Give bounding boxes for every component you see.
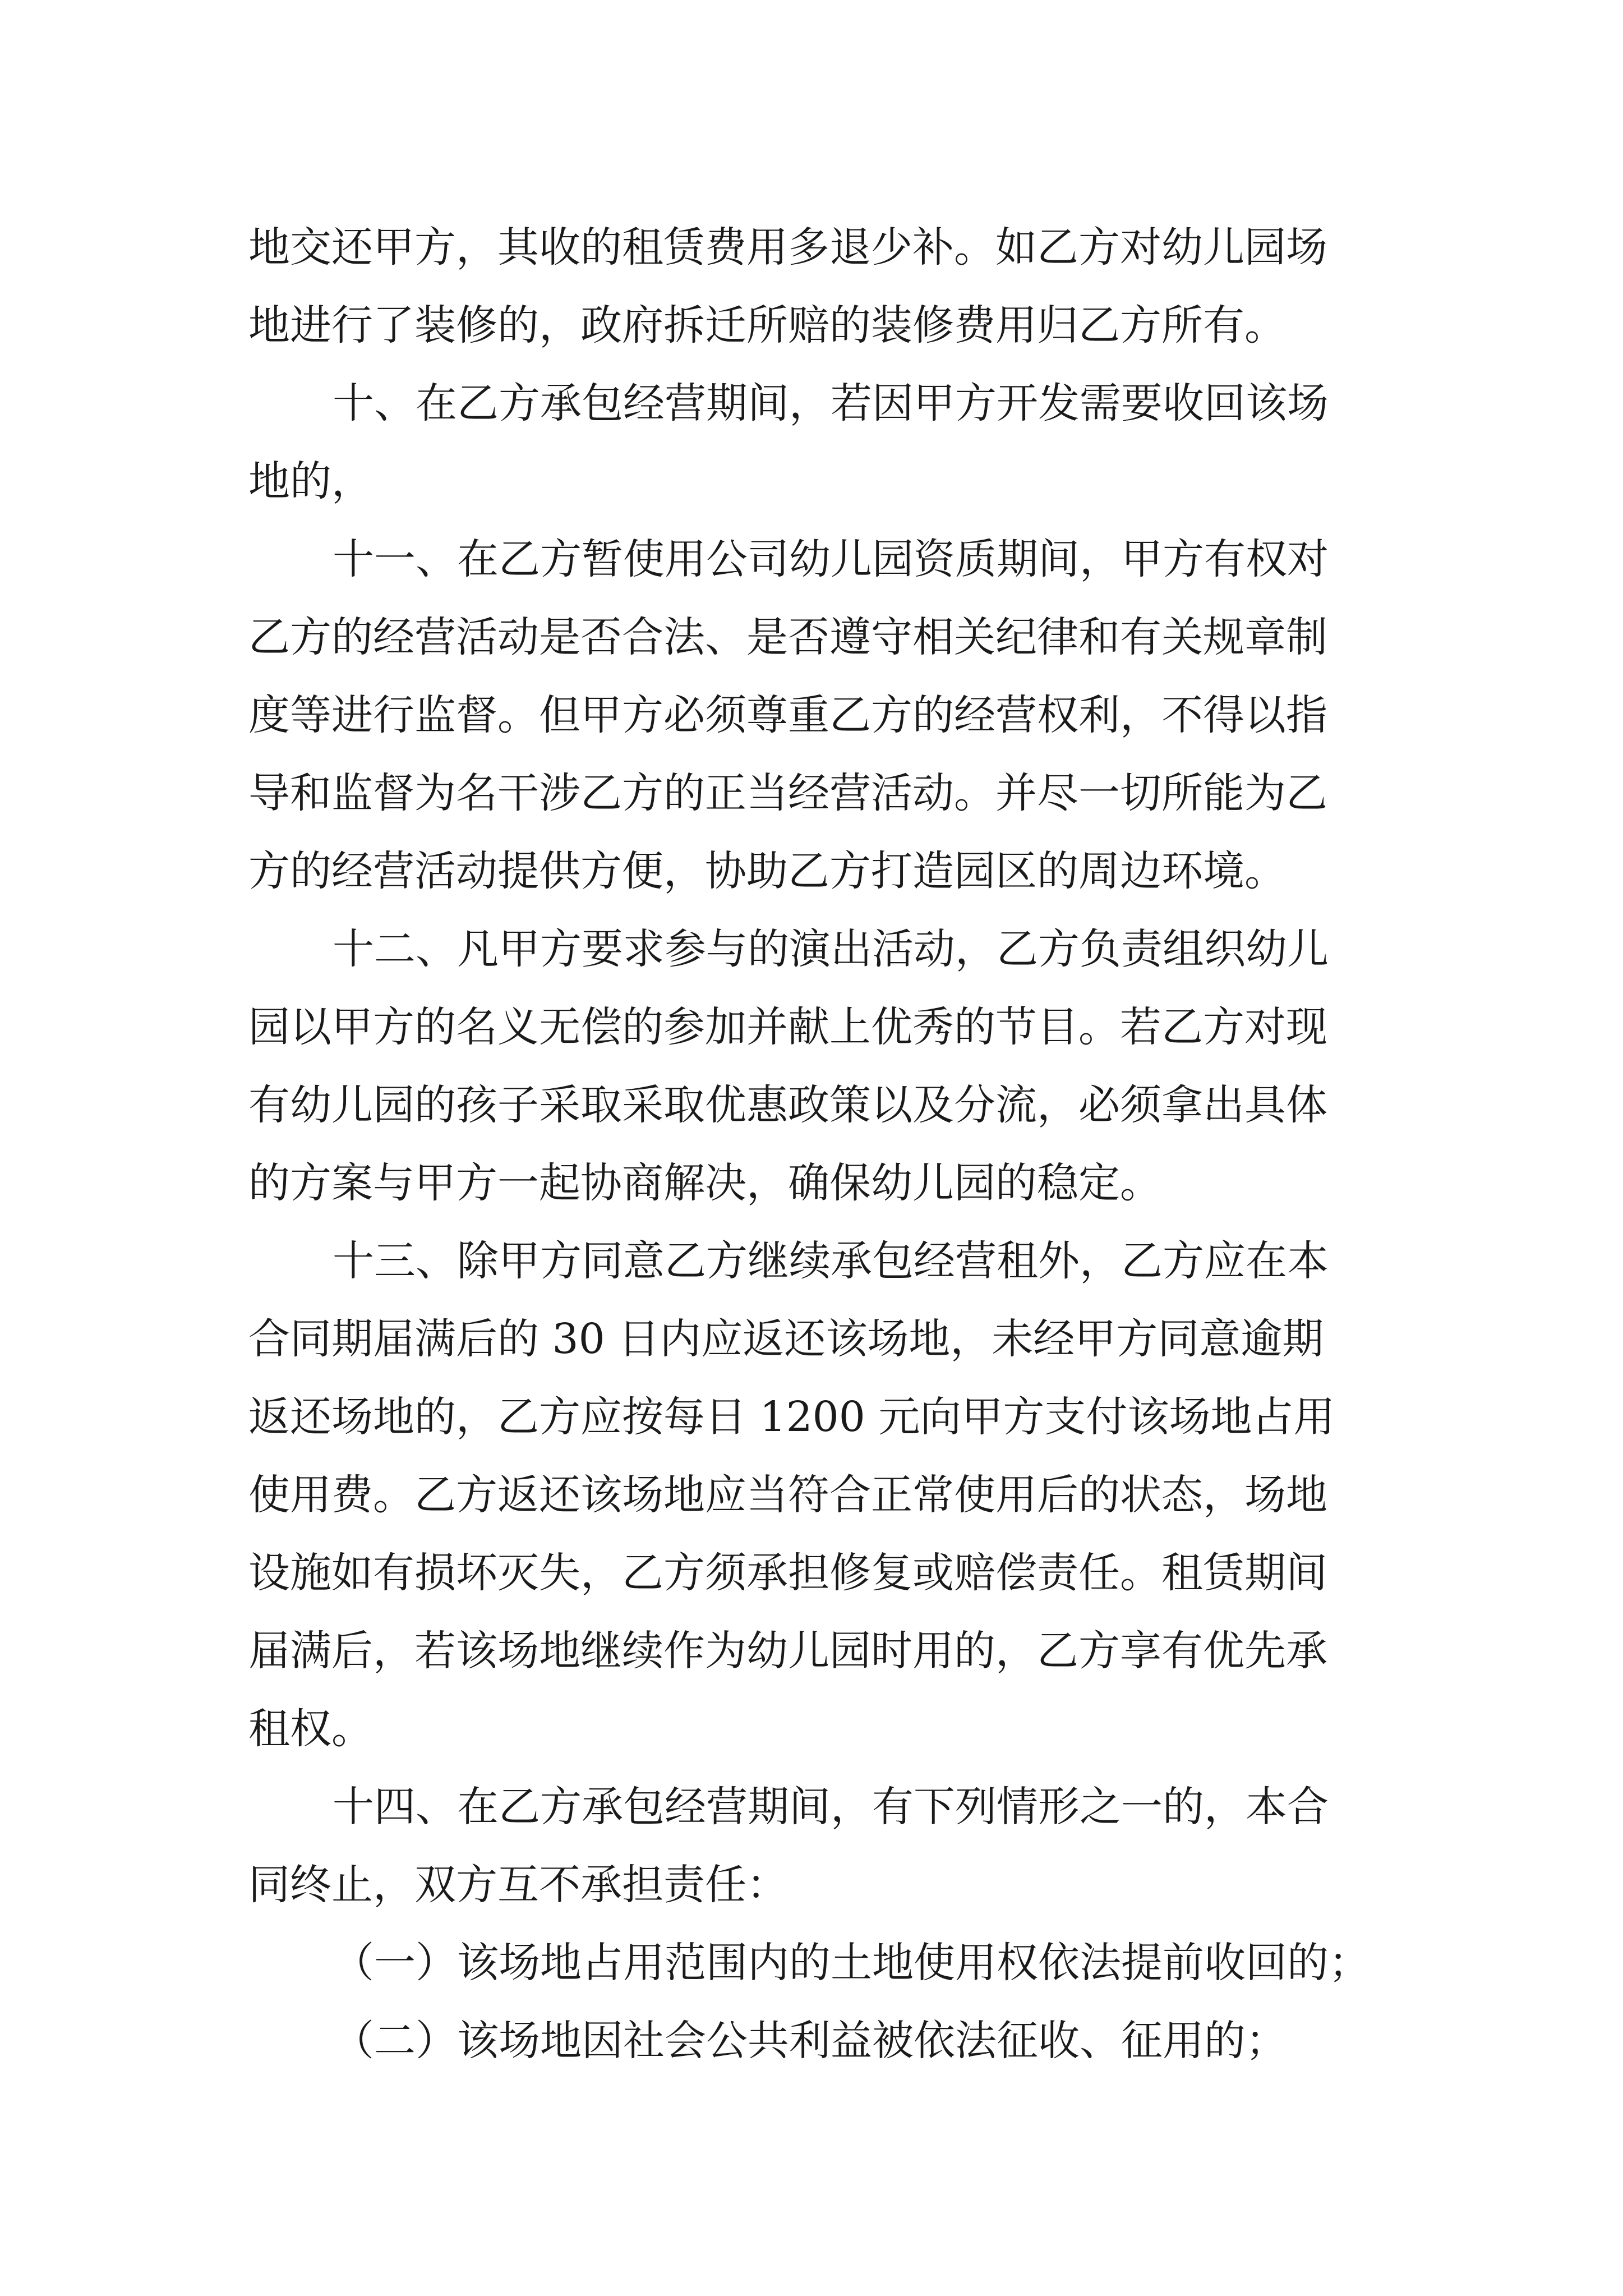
text-line: （一）该场地占用范围内的土地使用权依法提前收回的； — [333, 1939, 1370, 1987]
text-line: 地的， — [248, 457, 373, 505]
text-line: 同终止，双方互不承担责任： — [248, 1861, 788, 1909]
text-line: 地交还甲方，其收的租赁费用多退少补。如乙方对幼儿园场 — [248, 223, 1327, 272]
text-line: 使用费。乙方返还该场地应当符合正常使用后的状态，场地 — [248, 1471, 1327, 1519]
text-line: 返还场地的，乙方应按每日 1200 元向甲方支付该场地占用 — [248, 1393, 1335, 1441]
text-line: 合同期届满后的 30 日内应返还该场地，未经甲方同意逾期 — [248, 1315, 1324, 1363]
text-line: 十二、凡甲方要求参与的演出活动，乙方负责组织幼儿 — [333, 925, 1329, 973]
text-line: 十四、在乙方承包经营期间，有下列情形之一的，本合 — [333, 1783, 1329, 1831]
text-line: 设施如有损坏灭失，乙方须承担修复或赔偿责任。租赁期间 — [248, 1549, 1327, 1597]
text-line: 导和监督为名干涉乙方的正当经营活动。并尽一切所能为乙 — [248, 769, 1327, 817]
text-line: 有幼儿园的孩子采取采取优惠政策以及分流，必须拿出具体 — [248, 1081, 1327, 1129]
text-line: 届满后，若该场地继续作为幼儿园时用的，乙方享有优先承 — [248, 1627, 1327, 1675]
text-line: 乙方的经营活动是否合法、是否遵守相关纪律和有关规章制 — [248, 613, 1327, 661]
text-line: 园以甲方的名义无偿的参加并献上优秀的节目。若乙方对现 — [248, 1003, 1327, 1051]
text-line: 地进行了装修的，政府拆迁所赔的装修费用归乙方所有。 — [248, 301, 1286, 349]
text-line: 方的经营活动提供方便，协助乙方打造园区的周边环境。 — [248, 847, 1286, 895]
text-line: 十、在乙方承包经营期间，若因甲方开发需要收回该场 — [333, 379, 1329, 427]
text-line: 十三、除甲方同意乙方继续承包经营租外，乙方应在本 — [333, 1237, 1329, 1285]
text-line: （二）该场地因社会公共利益被依法征收、征用的； — [333, 2017, 1287, 2065]
text-line: 十一、在乙方暂使用公司幼儿园资质期间，甲方有权对 — [333, 535, 1329, 583]
text-line: 租权。 — [248, 1705, 373, 1753]
text-line: 度等进行监督。但甲方必须尊重乙方的经营权利，不得以指 — [248, 691, 1327, 739]
text-line: 的方案与甲方一起协商解决，确保幼儿园的稳定。 — [248, 1159, 1161, 1207]
